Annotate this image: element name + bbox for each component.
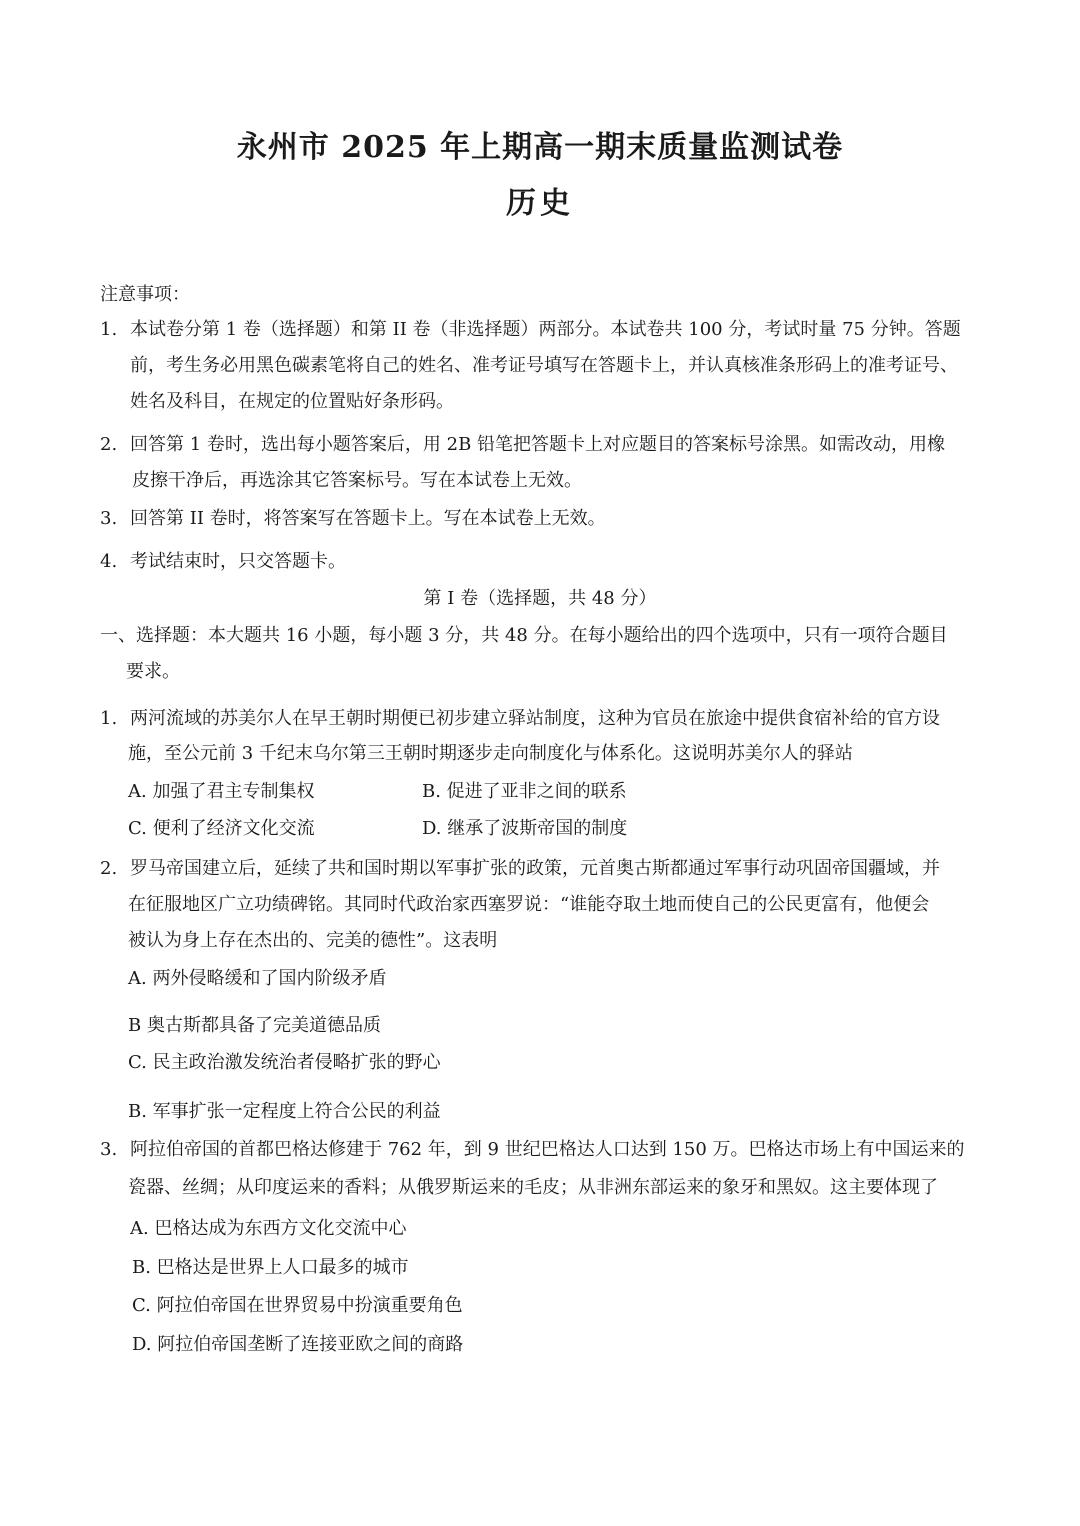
section-instruction-line-2: 要求。 bbox=[126, 661, 180, 682]
notice-item-1-line-3: 姓名及科目，在规定的位置贴好条形码。 bbox=[130, 391, 454, 412]
question-number: 1. bbox=[100, 708, 118, 729]
notice-item-2-line-2: 皮擦干净后，再选涂其它答案标号。写在本试卷上无效。 bbox=[132, 470, 582, 491]
question-2-option-b[interactable]: B 奥古斯都具备了完美道德品质 bbox=[128, 1015, 381, 1036]
notice-item-text: 考试结束时，只交答题卡。 bbox=[130, 551, 346, 572]
question-2-option-d[interactable]: B. 军事扩张一定程度上符合公民的利益 bbox=[128, 1101, 441, 1122]
question-2-option-a[interactable]: A. 两外侵略缓和了国内阶级矛盾 bbox=[128, 968, 387, 989]
notice-item-text: 回答第 II 卷时，将答案写在答题卡上。写在本试卷上无效。 bbox=[130, 508, 606, 529]
question-number: 3. bbox=[100, 1139, 118, 1160]
notice-heading: 注意事项： bbox=[100, 284, 190, 305]
exam-title: 永州市 2025 年上期高一期末质量监测试卷 bbox=[236, 130, 844, 165]
question-2-option-c[interactable]: C. 民主政治激发统治者侵略扩张的野心 bbox=[128, 1052, 441, 1073]
question-3-stem-line-2: 瓷器、丝绸；从印度运来的香料；从俄罗斯运来的毛皮；从非洲东部运来的象牙和黑奴。这主要体现了 bbox=[128, 1177, 938, 1198]
section-title: 第 I 卷（选择题，共 48 分） bbox=[423, 588, 657, 609]
question-1-option-c[interactable]: C. 便利了经济文化交流 bbox=[128, 818, 315, 839]
question-3-option-b[interactable]: B. 巴格达是世界上人口最多的城市 bbox=[132, 1257, 409, 1278]
question-1-option-b[interactable]: B. 促进了亚非之间的联系 bbox=[422, 781, 627, 802]
question-3-option-d[interactable]: D. 阿拉伯帝国垄断了连接亚欧之间的商路 bbox=[132, 1334, 464, 1355]
notice-item-1-line-2: 前，考生务必用黑色碳素笔将自己的姓名、准考证号填写在答题卡上，并认真核准条形码上的准考证号、 bbox=[130, 355, 958, 376]
question-1 bbox=[100, 706, 940, 732]
notice-item-3 bbox=[100, 506, 606, 532]
notice-item-number: 2. bbox=[100, 434, 118, 455]
notice-item-number: 4. bbox=[100, 551, 118, 572]
question-3-option-c[interactable]: C. 阿拉伯帝国在世界贸易中扮演重要角色 bbox=[132, 1295, 463, 1316]
question-1-option-d[interactable]: D. 继承了波斯帝国的制度 bbox=[422, 818, 628, 839]
question-3-option-a[interactable]: A. 巴格达成为东西方文化交流中心 bbox=[130, 1218, 407, 1239]
notice-item-number: 3. bbox=[100, 508, 118, 529]
question-2 bbox=[100, 856, 940, 882]
question-2-stem-line-2: 在征服地区广立功绩碑铭。其同时代政治家西塞罗说：“谁能夺取土地而使自己的公民更富有，他便会 bbox=[128, 894, 930, 915]
question-1-option-a[interactable]: A. 加强了君主专制集权 bbox=[128, 781, 315, 802]
question-2-stem-line-3: 被认为身上存在杰出的、完美的德性”。这表明 bbox=[128, 930, 498, 951]
notice-item-text: 回答第 1 卷时，选出每小题答案后，用 2B 铅笔把答题卡上对应题目的答案标号涂黑。如需改动，用橡 bbox=[130, 434, 946, 455]
question-stem: 阿拉伯帝国的首都巴格达修建于 762 年，到 9 世纪巴格达人口达到 150 万。巴格达市场上有中国运来的 bbox=[130, 1139, 965, 1160]
question-stem: 两河流域的苏美尔人在早王朝时期便已初步建立驿站制度，这种为官员在旅途中提供食宿补给的官方设 bbox=[130, 708, 940, 729]
notice-item-2 bbox=[100, 432, 945, 458]
notice-item-number: 1. bbox=[100, 319, 118, 340]
question-3 bbox=[100, 1137, 965, 1163]
notice-item-1 bbox=[100, 317, 961, 343]
question-1-stem-line-2: 施，至公元前 3 千纪末乌尔第三王朝时期逐步走向制度化与体系化。这说明苏美尔人的驿站 bbox=[128, 743, 853, 764]
notice-item-text: 本试卷分第 1 卷（选择题）和第 II 卷（非选择题）两部分。本试卷共 100 分，考试时量 75 分钟。答题 bbox=[130, 319, 961, 340]
exam-subject: 历史 bbox=[506, 186, 574, 221]
notice-item-4 bbox=[100, 549, 346, 575]
question-number: 2. bbox=[100, 858, 118, 879]
section-instruction: 一、选择题：本大题共 16 小题，每小题 3 分，共 48 分。在每小题给出的四个选项中，只有一项符合题目 bbox=[100, 625, 948, 646]
question-stem: 罗马帝国建立后，延续了共和国时期以军事扩张的政策，元首奥古斯都通过军事行动巩固帝国疆域，并 bbox=[130, 858, 940, 879]
